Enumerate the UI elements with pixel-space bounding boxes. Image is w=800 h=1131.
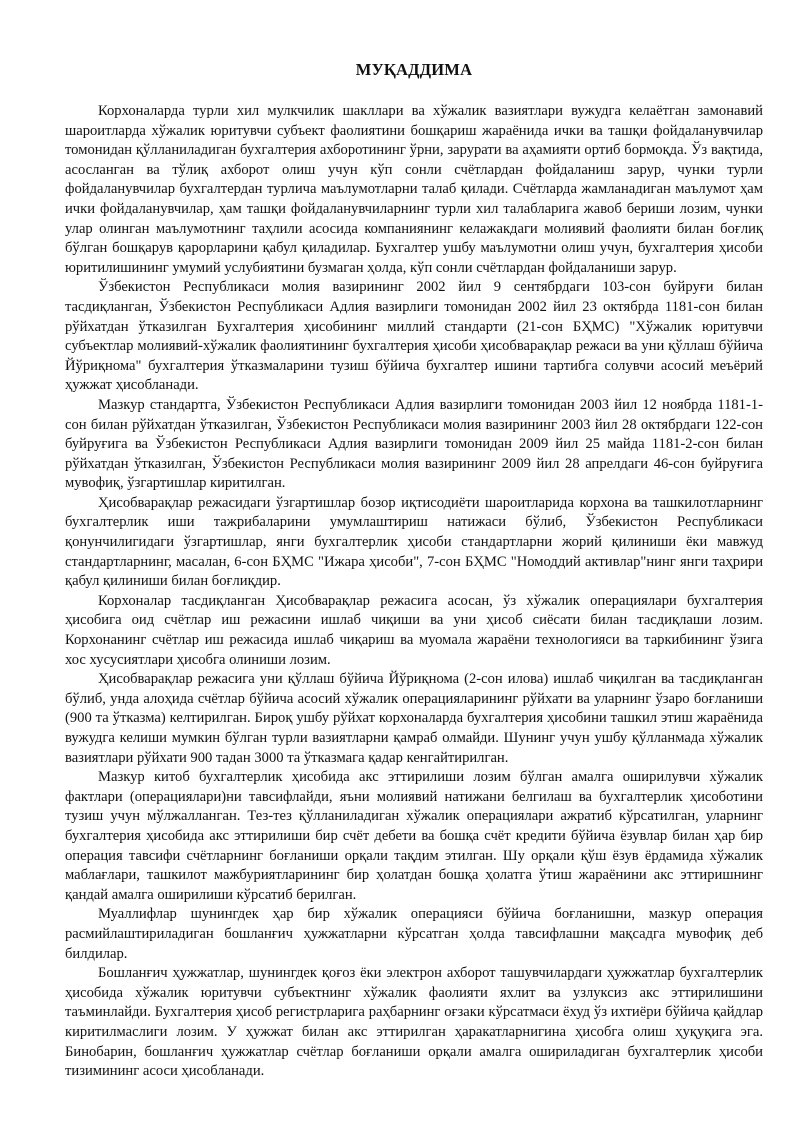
page-title: МУҚАДДИМА bbox=[355, 60, 473, 79]
paragraph-4: Ҳисобварақлар режасидаги ўзгартишлар бозор иқтисодиёти шароитларида корхона ва ташкилотларнинг бухгалтерлик иши тажрибаларини умумлаштириш натижаси бўлиб, Ўзбекистон Республикаси қонунчилигидаги ўзгартишлар, янги бухгалтерлик ҳисоби стандартларни жорий қилиниши ёки мавжуд стандартларнинг, масалан, 6-сон БҲМС "Ижара ҳисоби", 7-сон БҲМС "Номоддий активлар"нинг янги таҳрири қабул қилиниши билан боғлиқдир. bbox=[65, 494, 763, 590]
paragraph-6: Ҳисобварақлар режасига уни қўллаш бўйича Йўриқнома (2-сон илова) ишлаб чиқилган ва тасдиқланган бўлиб, унда алоҳида счётлар бўйича асосий хўжалик операцияларининг рўйхати ва уларнинг ўзаро боғланиши (900 та ўтказма) келтирилган. Бироқ ушбу рўйхат корхоналарда бухгалтерия ҳисобини ташкил этиш жараёнида вужудга келиши мумкин бўлган турли вазиятларни қамраб олмайди. Шунинг учун ушбу қўлланмада хўжалик вазиятлари рўйхати 900 тадан 3000 та ўтказмага қадар кенгайтирилган. bbox=[65, 671, 763, 766]
paragraph-1: Корхоналарда турли хил мулкчилик шакллари ва хўжалик вазиятлари вужудга келаётган замонавий шароитларда хўжалик юритувчи субъект фаолиятини бошқариш жараёнида ички ва ташқи фойдаланувчилар томонидан қўлланиладиган бухгалтерия ахборотининг ўрни, зарурати ва аҳамияти ортиб бормоқда. Ўз вақтида, асосланган ва тўлиқ ахборот олиш учун кўп сонли счётлардан фойдаланиш зарур, чунки турли фойдаланувчилар бухгалтердан турлича маълумотларни талаб қилади. Счётларда жамланадиган маълумот ҳам ички фойдаланувчилар, ҳам ташқи фойдаланувчиларнинг турли хил талабларига жавоб бериши лозим, чунки улар олинган маълумотнинг таҳлили асосида компаниянинг келажакдаги молиявий фаолияти билан боғлиқ бўлган бошқарув қарорларини қабул қиладилар. Бухгалтер ушбу маълумотни олиш учун, бухгалтерия ҳисоби юритилишининг умумий услубиятини бузмаган ҳолда, кўп сонли счётлардан фойдаланиши зарур. bbox=[65, 103, 763, 276]
paragraph-3: Мазкур стандартга, Ўзбекистон Республикаси Адлия вазирлиги томонидан 2003 йил 12 ноябрда 1181-1-сон билан рўйхатдан ўтказилган, Ўзбекистон Республикаси молия вазирининг 2003 йил 28 октябрдаги 122-сон буйруғига ва Ўзбекистон Республикаси Адлия вазирлиги томонидан 2009 йил 25 майда 1181-2-сон билан рўйхатдан ўтказилган, Ўзбекистон Республикаси молия вазирининг 2009 йил 28 апрелдаги 46-сон буйруғига мувофиқ, ўзгартишлар киритилган. bbox=[65, 396, 763, 492]
paragraph-5: Корхоналар тасдиқланган Ҳисобварақлар режасига асосан, ўз хўжалик операциялари бухгалтерия ҳисобига оид счётлар иш режасини ишлаб чиқиши ва уни ҳисоб сиёсати билан тасдиқлаши лозим. Корхонанинг счётлар иш режасида ишлаб чиқариш ва муомала жараёни технологияси ва таркибининг ўзига хос хусусиятлари ҳисобга олиниши лозим. bbox=[65, 592, 763, 668]
document-page bbox=[65, 60, 763, 1082]
paragraph-2: Ўзбекистон Республикаси молия вазирининг 2002 йил 9 сентябрдаги 103-сон буйруғи билан тасдиқланган, Ўзбекистон Республикаси Адлия вазирлиги томонидан 2002 йил 23 октябрда 1181-сон билан рўйхатдан ўтказилган Бухгалтерия ҳисобининг миллий стандарти (21-сон БҲМС) "Хўжалик юритувчи субъектлар молиявий-хўжалик фаолиятининг бухгалтерия ҳисоби ҳисобварақлар режаси ва уни қўллаш бўйича Йўриқнома" бухгалтерия ўтказмаларини тузиш бўйича бухгалтер ишини тартибга солувчи асосий меъёрий ҳужжат ҳисобланади. bbox=[65, 279, 763, 394]
paragraph-7: Мазкур китоб бухгалтерлик ҳисобида акс эттирилиши лозим бўлган амалга оширилувчи хўжалик фактлари (операциялари)ни тавсифлайди, яъни молиявий натижани белгилаш ва бухгалтерлик ҳисоботини тузиш учун мўлжалланган. Тез-тез қўлланиладиган хўжалик операциялари ажратиб кўрсатилган, уларнинг бухгалтерия ҳисобида акс эттирилиши бир счёт дебети ва бошқа счёт кредити бўйича ёзувлар билан ҳар бир операция тавсифи счётларнинг боғланиши орқали тақдим этилган. Шу орқали қўш ёзув ёрдамида хўжалик маблағлари, ташкилот мажбуриятларининг бир ҳолатдан бошқа ҳолатга ўтиш жараёнини акс эттиришнинг қандай амалга оширилиши кўрсатиб берилган. bbox=[65, 769, 763, 903]
paragraph-8: Муаллифлар шунингдек ҳар бир хўжалик операцияси бўйича боғланишни, мазкур операция расмийлаштириладиган бошланғич ҳужжатларни кўрсатган ҳолда тавсифлашни мақсадга мувофиқ деб билдилар. bbox=[65, 906, 763, 962]
paragraph-9: Бошланғич ҳужжатлар, шунингдек қоғоз ёки электрон ахборот ташувчилардаги ҳужжатлар бухгалтерлик ҳисобида хўжалик юритувчи субъектнинг хўжалик фаолияти яхлит ва узлуксиз акс эттирилишини таъминлайди. Бухгалтерия ҳисоб регистрларига раҳбарнинг оғзаки кўрсатмаси ёхуд ўз ихтиёри бўйича қайдлар киритилмаслиги лозим. У ҳужжат билан акс эттирилган ҳаракатларнигина ҳисобга олиш ҳуқуқига эга. Бинобарин, бошланғич ҳужжатлар счётлар боғланиши орқали амалга ошириладиган бухгалтерлик ҳисоби тизимининг асоси ҳисобланади. bbox=[65, 965, 763, 1080]
